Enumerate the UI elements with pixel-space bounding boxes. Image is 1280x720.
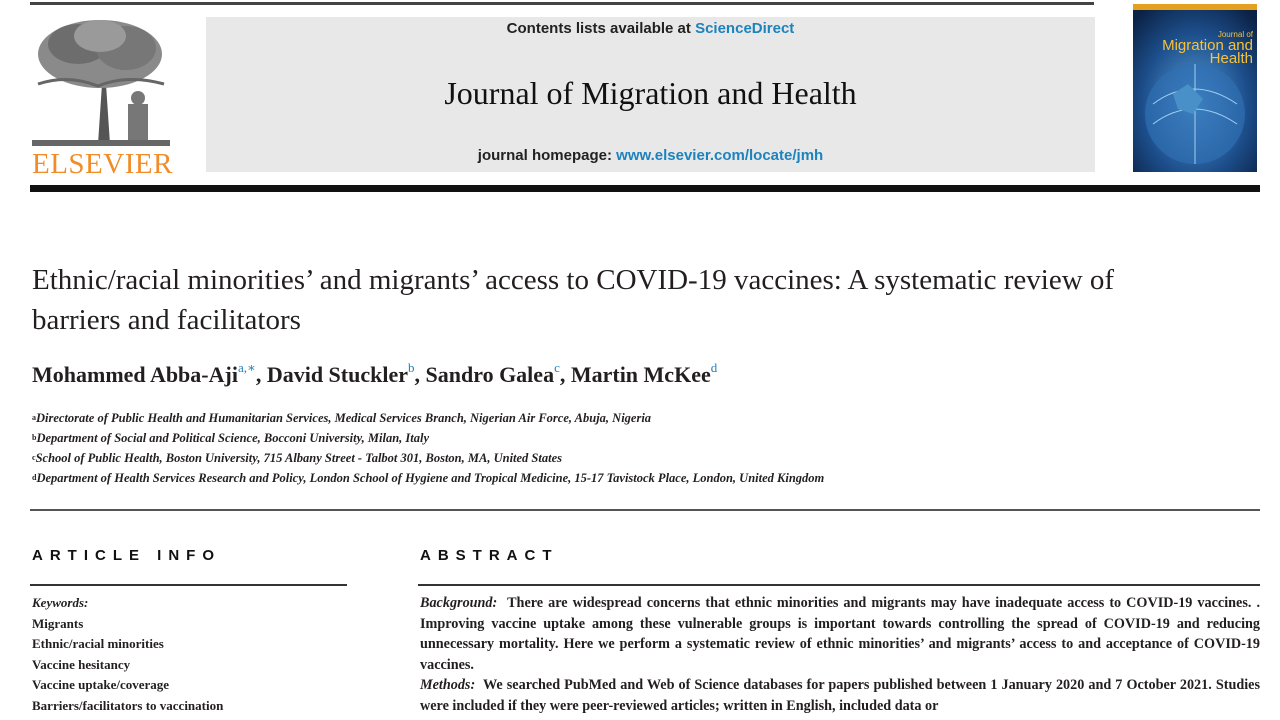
author-affil-mark[interactable]: d <box>710 360 718 375</box>
article-info-rule <box>30 584 347 586</box>
author-separator: , <box>414 362 426 387</box>
homepage-prefix: journal homepage: <box>477 147 612 164</box>
top-rule <box>30 2 1094 5</box>
elsevier-logo[interactable] <box>28 14 178 179</box>
keyword-item[interactable]: Ethnic/racial minorities <box>32 636 164 651</box>
abstract-methods <box>420 675 1260 716</box>
keyword-item[interactable]: Migrants <box>32 615 84 631</box>
cover-main-title: Migration and Health <box>1162 37 1253 67</box>
affiliation-mark: c <box>32 453 36 462</box>
affiliation <box>32 408 1232 428</box>
abstract-rule <box>418 584 1260 586</box>
background-label: Background: <box>420 595 498 611</box>
author-name[interactable]: David Stuckler <box>266 362 408 387</box>
author-name[interactable]: Martin McKee <box>570 362 711 387</box>
abstract-heading: ABSTRACT <box>420 547 559 564</box>
author-name[interactable]: Mohammed Abba-Aji <box>32 362 238 387</box>
homepage-link[interactable]: www.elsevier.com/locate/jmh <box>616 147 824 164</box>
cover-small-title: Journal of <box>1217 30 1253 39</box>
author-name[interactable]: Sandro Galea <box>425 362 555 387</box>
keyword-item[interactable]: Vaccine hesitancy <box>32 656 131 672</box>
affiliation <box>32 468 1232 488</box>
keyword-item[interactable]: Vaccine uptake/coverage <box>32 677 170 692</box>
affiliation-mark: d <box>32 473 37 482</box>
methods-text: We searched PubMed and Web of Science databases for papers published between 1 January 2020 and 7 October 2021. Studies were included if they were peer-reviewed articles; written in English, included data or <box>420 677 1260 714</box>
journal-title: Journal of Migration and Health <box>444 75 857 111</box>
author-affil-mark[interactable]: a,∗ <box>237 360 256 375</box>
publisher-name: ELSEVIER <box>32 148 173 180</box>
article-title: Ethnic/racial minorities’ and migrants’ access to COVID-19 vaccines: A systematic review of barriers and facilitators <box>32 264 1115 336</box>
cover-title <box>1133 30 1253 65</box>
affiliation <box>32 448 1232 468</box>
affiliation-text: Department of Social and Political Science, Bocconi University, Milan, Italy <box>36 431 430 445</box>
affiliations <box>32 408 1232 488</box>
journal-cover[interactable] <box>1133 4 1257 172</box>
contents-line <box>206 20 1095 37</box>
sciencedirect-link[interactable]: ScienceDirect <box>695 20 795 37</box>
author-affil-mark[interactable]: b <box>408 360 415 375</box>
background-text: There are widespread concerns that ethnic minorities and migrants may have inadequate access to COVID-19 vaccines. . Improving vaccine uptake among these vulnerable groups is important towards controlling the spread of COVID-19 and reducing unnecessary mortality. Here we perform a systematic review of ethnic minorities’ and migrants’ access to and acceptance of COVID-19 vaccines. <box>420 595 1260 673</box>
contents-prefix: Contents lists available at <box>506 20 691 37</box>
affiliation <box>32 428 1232 448</box>
keywords-block <box>32 593 332 716</box>
keywords-label: Keywords: <box>32 595 89 610</box>
affiliation-text: Department of Health Services Research and Policy, London School of Hygiene and Tropical Medicine, 15-17 Tavistock Place, London, United Kingdom <box>36 471 825 485</box>
article-info-heading: ARTICLE INFO <box>32 547 221 564</box>
author-separator: , <box>559 362 571 387</box>
affiliation-text: Directorate of Public Health and Humanitarian Services, Medical Services Branch, Nigerian Air Force, Abuja, Nigeria <box>36 411 652 425</box>
section-rule <box>30 509 1260 511</box>
keyword-item[interactable]: Barriers/facilitators to vaccination <box>32 697 224 713</box>
header-rule <box>30 185 1260 192</box>
elsevier-tree-icon <box>28 14 174 150</box>
author-list <box>32 362 717 388</box>
author-affil-mark[interactable]: c <box>554 360 560 375</box>
affiliation-mark: b <box>32 433 37 442</box>
affiliation-mark: a <box>32 413 36 422</box>
homepage-line <box>206 147 1095 164</box>
abstract-text <box>420 593 1260 717</box>
abstract-background <box>420 593 1260 675</box>
methods-label: Methods: <box>420 677 476 694</box>
author-separator: , <box>255 362 267 387</box>
affiliation-text: School of Public Health, Boston University, 715 Albany Street - Talbot 301, Boston, MA, United States <box>35 451 562 465</box>
journal-banner <box>206 17 1095 172</box>
